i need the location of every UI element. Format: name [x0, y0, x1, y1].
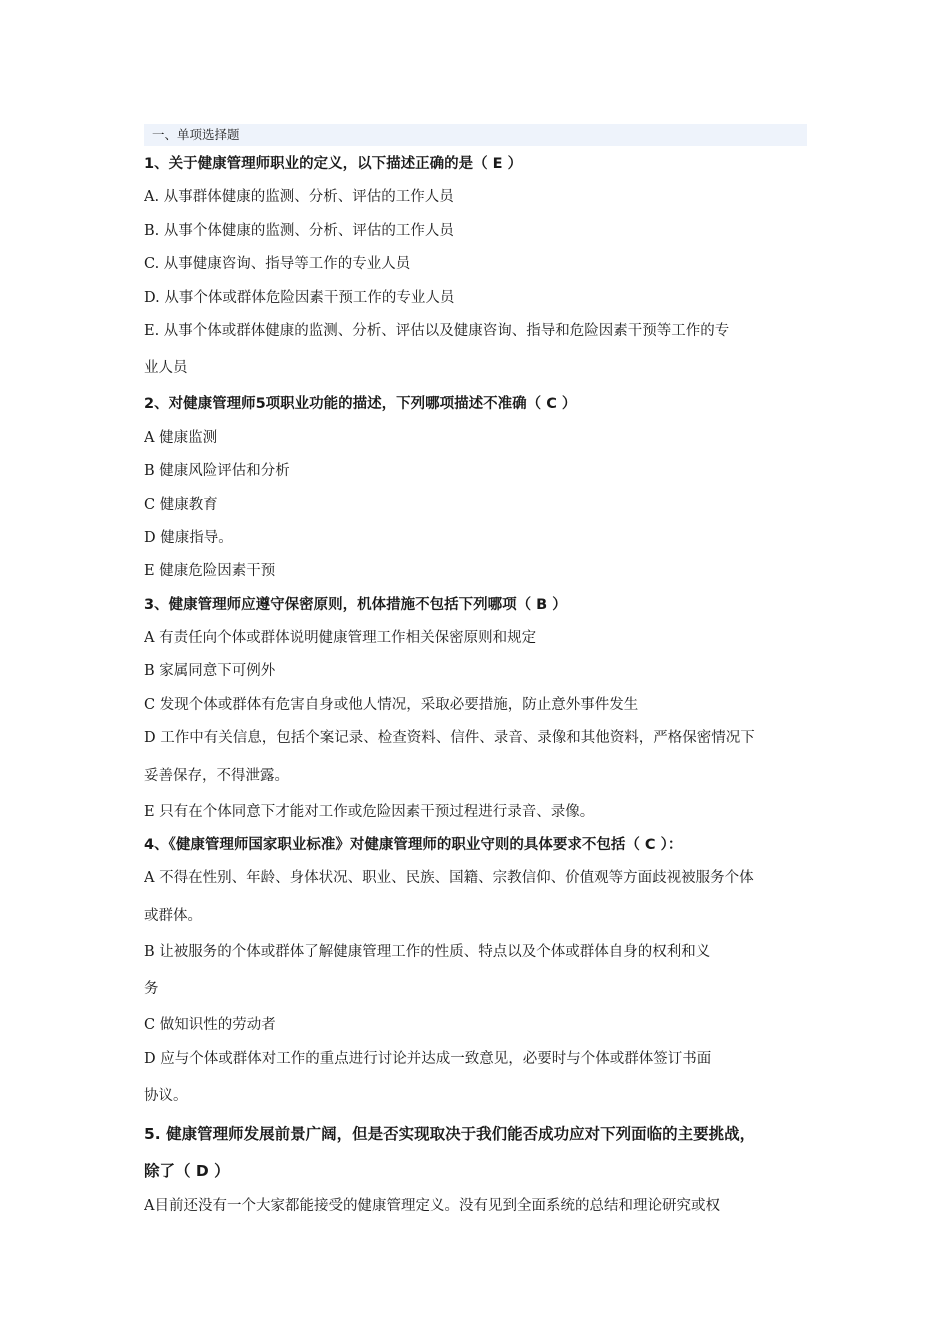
option-2a: A 健康监测 — [144, 429, 218, 446]
section-header: 一、单项选择题 — [144, 124, 807, 146]
option-2c: C 健康教育 — [144, 496, 218, 513]
option-1b: B. 从事个体健康的监测、分析、评估的工作人员 — [144, 222, 454, 239]
option-4b: B 让被服务的个体或群体了解健康管理工作的性质、特点以及个体或群体自身的权利和义 — [144, 943, 711, 960]
option-4d: D 应与个体或群体对工作的重点进行讨论并达成一致意见，必要时与个体或群体签订书面 — [144, 1050, 712, 1067]
question-4: 4、《健康管理师国家职业标准》对健康管理师的职业守则的具体要求不包括（ C ）： — [144, 837, 683, 854]
option-4a: A 不得在性别、年龄、身体状况、职业、民族、国籍、宗教信仰、价值观等方面歧视被服务个体 — [144, 870, 754, 887]
option-2b: B 健康风险评估和分析 — [144, 463, 290, 480]
option-2d: D 健康指导。 — [144, 529, 233, 546]
option-1d: D. 从事个体或群体危险因素干预工作的专业人员 — [144, 289, 455, 306]
option-1e-continued: 业人员 — [144, 360, 188, 377]
option-1c: C. 从事健康咨询、指导等工作的专业人员 — [144, 256, 411, 273]
option-4d-continued: 协议。 — [144, 1087, 188, 1104]
document-page — [144, 124, 807, 1223]
option-3d: D 工作中有关信息，包括个案记录、检查资料、信件、录音、录像和其他资料，严格保密情况下 — [144, 730, 755, 747]
option-3c: C 发现个体或群体有危害自身或他人情况，采取必要措施，防止意外事件发生 — [144, 696, 639, 713]
option-3d-continued: 妥善保存，不得泄露。 — [144, 767, 289, 784]
option-4c: C 做知识性的劳动者 — [144, 1017, 276, 1034]
question-2: 2、对健康管理师5项职业功能的描述，下列哪项描述不准确（ C ） — [144, 396, 577, 413]
option-4b-continued: 务 — [144, 981, 159, 998]
option-3a: A 有责任向个体或群体说明健康管理工作相关保密原则和规定 — [144, 630, 537, 647]
question-5: 5. 健康管理师发展前景广阔，但是否实现取决于我们能否成功应对下列面临的主要挑战， — [144, 1124, 756, 1143]
question-1: 1、关于健康管理师职业的定义，以下描述正确的是（ E ） — [144, 156, 523, 172]
option-3e: E 只有在个体同意下才能对工作或危险因素干预过程进行录音、录像。 — [144, 803, 595, 820]
option-1e: E. 从事个体或群体健康的监测、分析、评估以及健康咨询、指导和危险因素干预等工作的专 — [144, 322, 730, 339]
question-list — [144, 148, 807, 1223]
option-3b: B 家属同意下可例外 — [144, 663, 276, 680]
option-2e: E 健康危险因素干预 — [144, 563, 276, 580]
question-5-continued: 除了（ D ） — [144, 1161, 230, 1180]
question-3: 3、健康管理师应遵守保密原则，机体措施不包括下列哪项（ B ） — [144, 596, 567, 613]
option-4a-continued: 或群体。 — [144, 907, 202, 924]
option-1a: A. 从事群体健康的监测、分析、评估的工作人员 — [144, 189, 454, 206]
option-5a: A目前还没有一个大家都能接受的健康管理定义。没有见到全面系统的总结和理论研究或权 — [144, 1197, 720, 1214]
